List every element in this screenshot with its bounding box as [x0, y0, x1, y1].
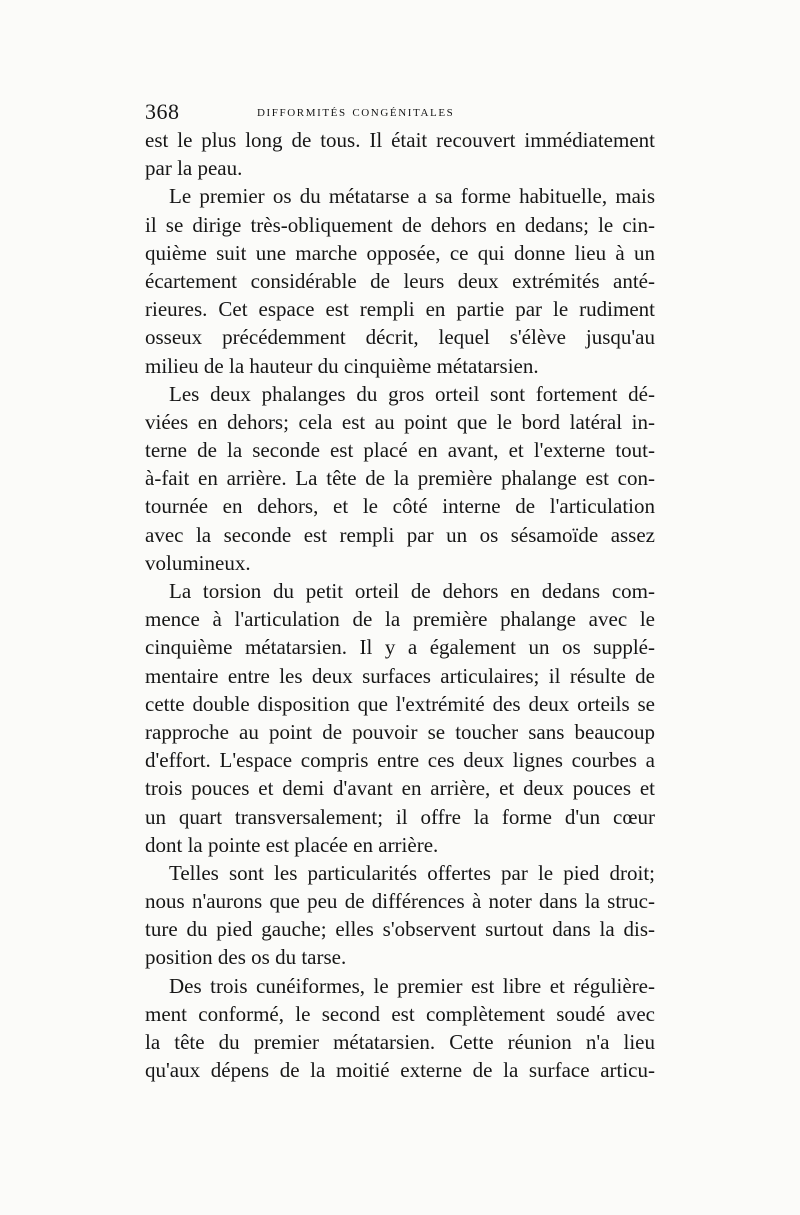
text-line: La torsion du petit orteil de dehors en dedans com-	[169, 579, 655, 603]
text-line: d'effort. L'espace compris entre ces deux lignes courbes a	[145, 748, 655, 773]
text-line: un quart transversalement; il offre la forme d'un cœur	[145, 804, 655, 829]
text-line: il se dirige très-obliquement de dehors en dedans; le cin-	[145, 212, 655, 237]
text-line: mentaire entre les deux surfaces articulaires; il résulte de	[145, 663, 655, 688]
text-line: cette double disposition que l'extrémité des deux orteils se	[145, 691, 655, 716]
text-line: volumineux.	[145, 550, 251, 575]
body-text	[145, 126, 655, 1084]
running-title: difformités congénitales	[257, 103, 455, 120]
running-head	[145, 98, 655, 126]
text-line: tournée en dehors, et le côté interne de l'articulation	[145, 494, 655, 519]
text-line: trois pouces et demi d'avant en arrière, et deux pouces et	[145, 776, 655, 801]
text-line: Les deux phalanges du gros orteil sont fortement dé-	[169, 381, 655, 406]
text-line: ment conformé, le second est complètement soudé avec	[145, 1001, 655, 1026]
text-line: la tête du premier métatarsien. Cette réunion n'a lieu	[145, 1030, 655, 1054]
text-line: Telles sont les particularités offertes par le pied droit;	[169, 860, 655, 885]
page-number: 368	[145, 99, 180, 124]
text-line: Le premier os du métatarse a sa forme habituelle, mais	[169, 184, 655, 209]
text-line: écartement considérable de leurs deux extrémités anté-	[145, 268, 655, 293]
text-line: rapproche au point de pouvoir se toucher sans beaucoup	[145, 719, 655, 744]
text-line: position des os du tarse.	[145, 945, 347, 970]
text-line: à-fait en arrière. La tête de la première phalange est con-	[145, 466, 655, 491]
text-line: nous n'aurons que peu de différences à noter dans la struc-	[145, 889, 655, 914]
text-line: Des trois cunéiformes, le premier est libre et régulière-	[169, 973, 655, 998]
text-line: dont la pointe est placée en arrière.	[145, 832, 439, 857]
text-line: avec la seconde est rempli par un os sésamoïde assez	[145, 522, 655, 547]
text-line: qu'aux dépens de la moitié externe de la surface articu-	[145, 1058, 655, 1083]
text-line: milieu de la hauteur du cinquième métatarsien.	[145, 353, 539, 378]
text-line: viées en dehors; cela est au point que le bord latéral in-	[145, 409, 655, 434]
text-line: mence à l'articulation de la première phalange avec le	[145, 607, 655, 632]
text-line: rieures. Cet espace est rempli en partie par le rudiment	[145, 297, 655, 322]
text-line: par la peau.	[145, 156, 243, 181]
text-line: cinquième métatarsien. Il y a également un os supplé-	[145, 635, 655, 660]
text-line: terne de la seconde est placé en avant, et l'externe tout-	[145, 438, 655, 463]
text-line: osseux précédemment décrit, lequel s'élève jusqu'au	[145, 325, 655, 350]
text-line: est le plus long de tous. Il était recouvert immédiatement	[145, 128, 655, 152]
text-line: quième suit une marche opposée, ce qui donne lieu à un	[145, 240, 655, 265]
text-line: ture du pied gauche; elles s'observent surtout dans la dis-	[145, 917, 655, 942]
